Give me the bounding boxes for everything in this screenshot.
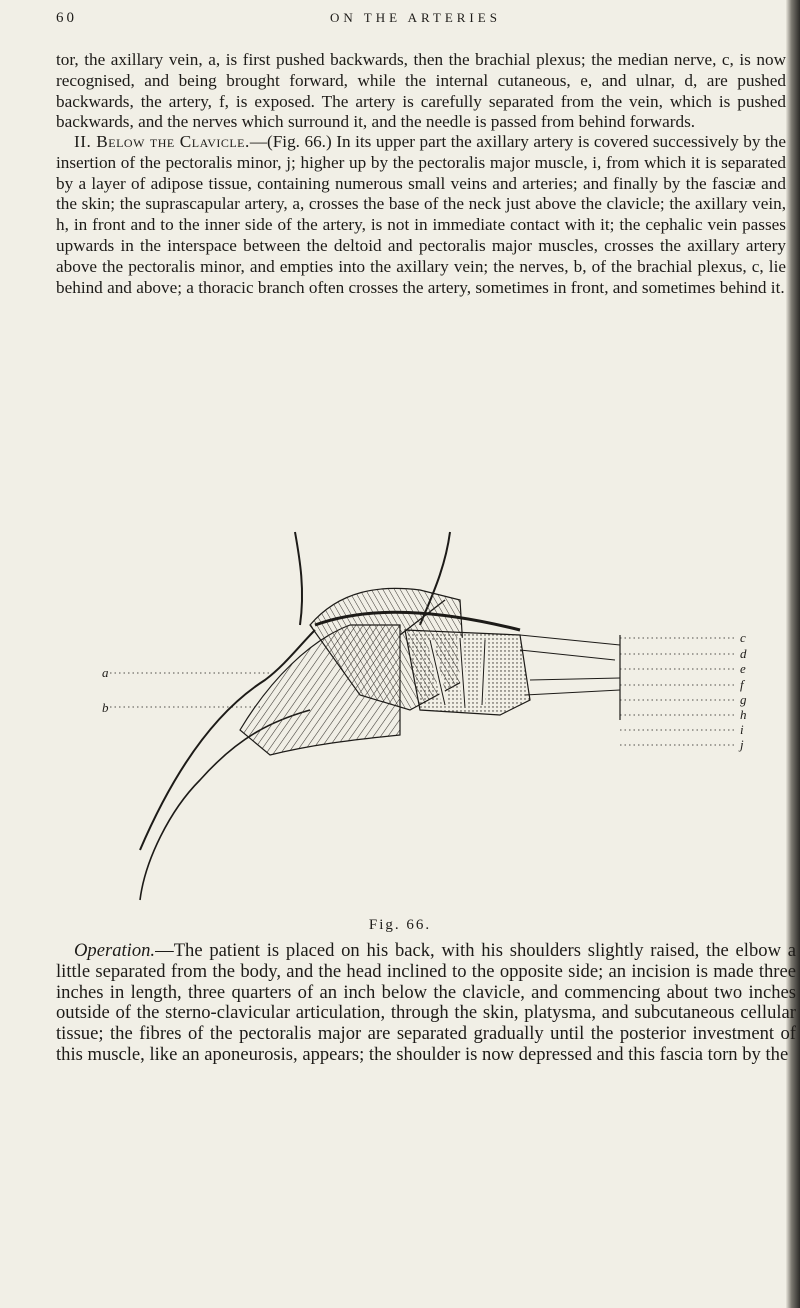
figure-label-f: f [740,677,744,692]
section-heading: II. Below the Clavicle. [74,132,250,151]
page-number: 60 [56,10,77,26]
figure-label-a: a [102,665,109,680]
paragraph-3 [56,941,796,1066]
paragraph-2 [56,132,786,298]
figure-label-c: c [740,630,746,645]
figure-caption: Fig. 66. [368,917,432,933]
operation-heading: Operation. [74,940,156,961]
paragraph-2-body: —(Fig. 66.) In its upper part the axillary artery is covered successively by the insertion of the pectoralis minor, j; higher up by the pectoralis major muscle, i, from which it is separated by a layer of adipose tissue, containing numerous small veins and arteries; and finally by the fasciæ and the skin; the suprascapular artery, a, crosses the base of the neck just above the clavicle; the axillary vein, h, in front and to the inner side of the artery, is not in immediate contact with it; the cephalic vein passes upwards in the interspace between the deltoid and pectoralis major muscles, crosses the axillary artery above the pectoralis minor, and empties into the axillary vein; the nerves, b, of the brachial plexus, c, lie behind and above; a thoracic branch often crosses the artery, sometimes in front, and sometimes behind it. [56,132,786,297]
figure-label-e: e [740,661,746,676]
figure-label-j: j [740,737,744,752]
paragraph-3-body: —The patient is placed on his back, with his shoulders slightly raised, the elbow a little separated from the body, and the head inclined to the opposite side; an incision is made three inches in length, three quarters of an inch below the clavicle, and commencing about two inches outside of the sterno-clavicular articulation, through the skin, platysma, and subcutaneous cellular tissue; the fibres of the pectoralis major are separated gradually until the posterior investment of this muscle, like an aponeurosis, appears; the shoulder is now depressed and this fascia torn by the [56,940,796,1065]
paragraph-1: tor, the axillary vein, a, is first pushed backwards, then the brachial plexus; the median nerve, c, is now recognised, and being brought forward, while the internal cutaneous, e, and ulnar, d, are pushed backwards, the artery, f, is exposed. The artery is carefully separated from the vein, which is pushed backwards, and the nerves which surround it, and the needle is passed from behind forwards. [56,50,786,132]
page-header [56,10,756,32]
figure-label-h: h [740,707,747,722]
figure-label-d: d [740,646,747,661]
page-edge-shadow [786,0,800,1308]
running-title: ON THE ARTERIES [330,10,501,25]
figure-label-g: g [740,692,747,707]
figure-label-i: i [740,722,744,737]
figure-label-b: b [102,700,109,715]
anatomical-illustration [100,530,780,910]
